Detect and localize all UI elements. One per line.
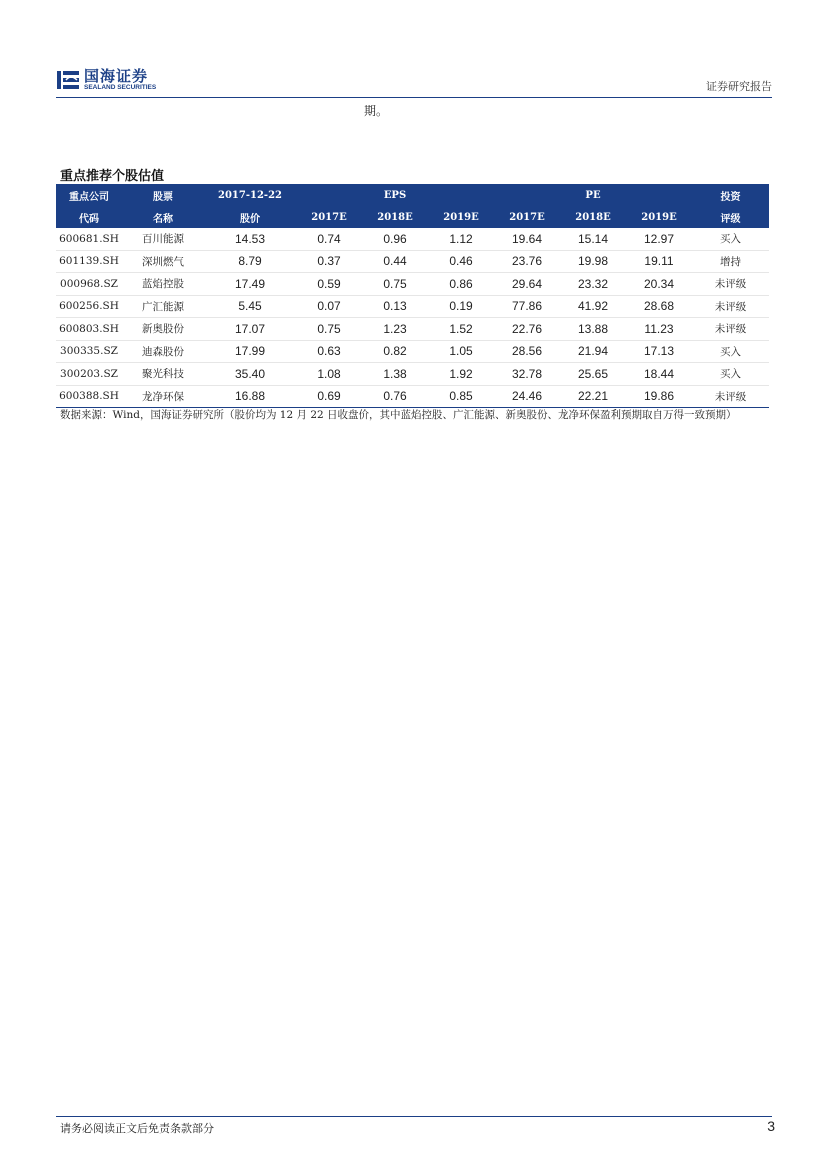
table-cell: 600388.SH — [56, 385, 122, 408]
table-row — [56, 273, 769, 296]
table-cell: 28.56 — [494, 340, 560, 363]
table-cell: 601139.SH — [56, 250, 122, 273]
table-cell: 32.78 — [494, 363, 560, 386]
table-cell: 0.85 — [428, 385, 494, 408]
table-cell: 15.14 — [560, 228, 626, 250]
header-divider — [56, 97, 772, 98]
column-header: 2018E — [362, 206, 428, 228]
table-cell: 600803.SH — [56, 318, 122, 341]
column-header — [428, 184, 494, 206]
column-header: 名称 — [122, 206, 204, 228]
table-cell: 1.92 — [428, 363, 494, 386]
table-cell: 新奥股份 — [122, 318, 204, 341]
table-cell: 1.12 — [428, 228, 494, 250]
column-header: 2017-12-22 — [204, 184, 296, 206]
table-cell: 41.92 — [560, 295, 626, 318]
column-header: 2019E — [626, 206, 692, 228]
table-cell: 5.45 — [204, 295, 296, 318]
table-cell: 600681.SH — [56, 228, 122, 250]
table-cell: 12.97 — [626, 228, 692, 250]
data-source-note: 数据来源：Wind，国海证券研究所（股价均为 12 月 22 日收盘价，其中蓝焰控股、广汇能源、新奥股份、龙净环保盈利预期取自万得一致预期） — [60, 409, 737, 421]
body-text-tail: 期。 — [364, 104, 389, 118]
table-cell: 龙净环保 — [122, 385, 204, 408]
table-cell: 聚光科技 — [122, 363, 204, 386]
table-cell: 0.46 — [428, 250, 494, 273]
table-cell: 1.38 — [362, 363, 428, 386]
column-header: PE — [560, 184, 626, 206]
table-cell: 14.53 — [204, 228, 296, 250]
table-cell: 买入 — [692, 363, 769, 386]
table-cell: 买入 — [692, 340, 769, 363]
table-cell: 19.86 — [626, 385, 692, 408]
table-cell: 8.79 — [204, 250, 296, 273]
logo-chinese-name: 国海证券 — [84, 67, 149, 85]
table-cell: 77.86 — [494, 295, 560, 318]
column-header: 2019E — [428, 206, 494, 228]
table-cell: 18.44 — [626, 363, 692, 386]
table-row — [56, 318, 769, 341]
table-cell: 0.75 — [296, 318, 362, 341]
table-cell: 0.13 — [362, 295, 428, 318]
table-cell: 23.76 — [494, 250, 560, 273]
table-cell: 1.08 — [296, 363, 362, 386]
table-cell: 百川能源 — [122, 228, 204, 250]
table-cell: 35.40 — [204, 363, 296, 386]
column-header: 投资 — [692, 184, 769, 206]
table-cell: 29.64 — [494, 273, 560, 296]
table-cell: 19.98 — [560, 250, 626, 273]
table-cell: 22.76 — [494, 318, 560, 341]
table-cell: 未评级 — [692, 295, 769, 318]
table-cell: 深圳燃气 — [122, 250, 204, 273]
table-cell: 19.64 — [494, 228, 560, 250]
table-cell: 17.13 — [626, 340, 692, 363]
table-cell: 0.86 — [428, 273, 494, 296]
table-cell: 1.52 — [428, 318, 494, 341]
table-cell: 买入 — [692, 228, 769, 250]
column-header: 代码 — [56, 206, 122, 228]
table-cell: 未评级 — [692, 385, 769, 408]
table-cell: 1.23 — [362, 318, 428, 341]
table-cell: 1.05 — [428, 340, 494, 363]
table-cell: 迪森股份 — [122, 340, 204, 363]
page-header — [56, 68, 772, 98]
table-cell: 17.49 — [204, 273, 296, 296]
company-logo — [56, 68, 156, 92]
table-cell: 13.88 — [560, 318, 626, 341]
column-header: EPS — [362, 184, 428, 206]
table-cell: 0.69 — [296, 385, 362, 408]
table-cell: 300203.SZ — [56, 363, 122, 386]
column-header: 股价 — [204, 206, 296, 228]
table-cell: 000968.SZ — [56, 273, 122, 296]
column-header — [494, 184, 560, 206]
table-cell: 22.21 — [560, 385, 626, 408]
table-cell: 16.88 — [204, 385, 296, 408]
table-cell: 24.46 — [494, 385, 560, 408]
table-cell: 0.76 — [362, 385, 428, 408]
table-cell: 21.94 — [560, 340, 626, 363]
table-cell: 20.34 — [626, 273, 692, 296]
table-cell: 23.32 — [560, 273, 626, 296]
footer-disclaimer: 请务必阅读正文后免责条款部分 — [60, 1122, 214, 1135]
logo-english-name: SEALAND SECURITIES — [84, 84, 157, 91]
table-row — [56, 340, 769, 363]
table-cell: 300335.SZ — [56, 340, 122, 363]
logo-mark-icon — [56, 68, 80, 92]
table-cell: 17.99 — [204, 340, 296, 363]
document-type: 证券研究报告 — [706, 80, 772, 93]
column-header: 重点公司 — [56, 184, 122, 206]
table-cell: 25.65 — [560, 363, 626, 386]
table-cell: 0.44 — [362, 250, 428, 273]
valuation-table — [56, 184, 769, 408]
column-header — [626, 184, 692, 206]
table-cell: 0.75 — [362, 273, 428, 296]
table-cell: 28.68 — [626, 295, 692, 318]
table-cell: 0.37 — [296, 250, 362, 273]
table-row — [56, 250, 769, 273]
table-cell: 未评级 — [692, 273, 769, 296]
footer-divider — [56, 1116, 772, 1117]
table-cell: 0.19 — [428, 295, 494, 318]
table-cell: 0.96 — [362, 228, 428, 250]
column-header: 2017E — [296, 206, 362, 228]
table-cell: 19.11 — [626, 250, 692, 273]
page-number: 3 — [767, 1118, 775, 1134]
table-cell: 0.74 — [296, 228, 362, 250]
table-cell: 蓝焰控股 — [122, 273, 204, 296]
column-header — [296, 184, 362, 206]
table-cell: 11.23 — [626, 318, 692, 341]
column-header: 2018E — [560, 206, 626, 228]
table-title: 重点推荐个股估值 — [60, 169, 165, 184]
table-row — [56, 228, 769, 250]
table-row — [56, 363, 769, 386]
table-cell: 600256.SH — [56, 295, 122, 318]
column-header: 评级 — [692, 206, 769, 228]
table-cell: 广汇能源 — [122, 295, 204, 318]
table-cell: 17.07 — [204, 318, 296, 341]
column-header: 2017E — [494, 206, 560, 228]
table-cell: 0.59 — [296, 273, 362, 296]
column-header: 股票 — [122, 184, 204, 206]
table-row — [56, 295, 769, 318]
table-cell: 增持 — [692, 250, 769, 273]
header-row-1 — [56, 184, 769, 206]
header-row-2 — [56, 206, 769, 228]
table-cell: 0.63 — [296, 340, 362, 363]
table-cell: 0.82 — [362, 340, 428, 363]
table-cell: 0.07 — [296, 295, 362, 318]
table-cell: 未评级 — [692, 318, 769, 341]
